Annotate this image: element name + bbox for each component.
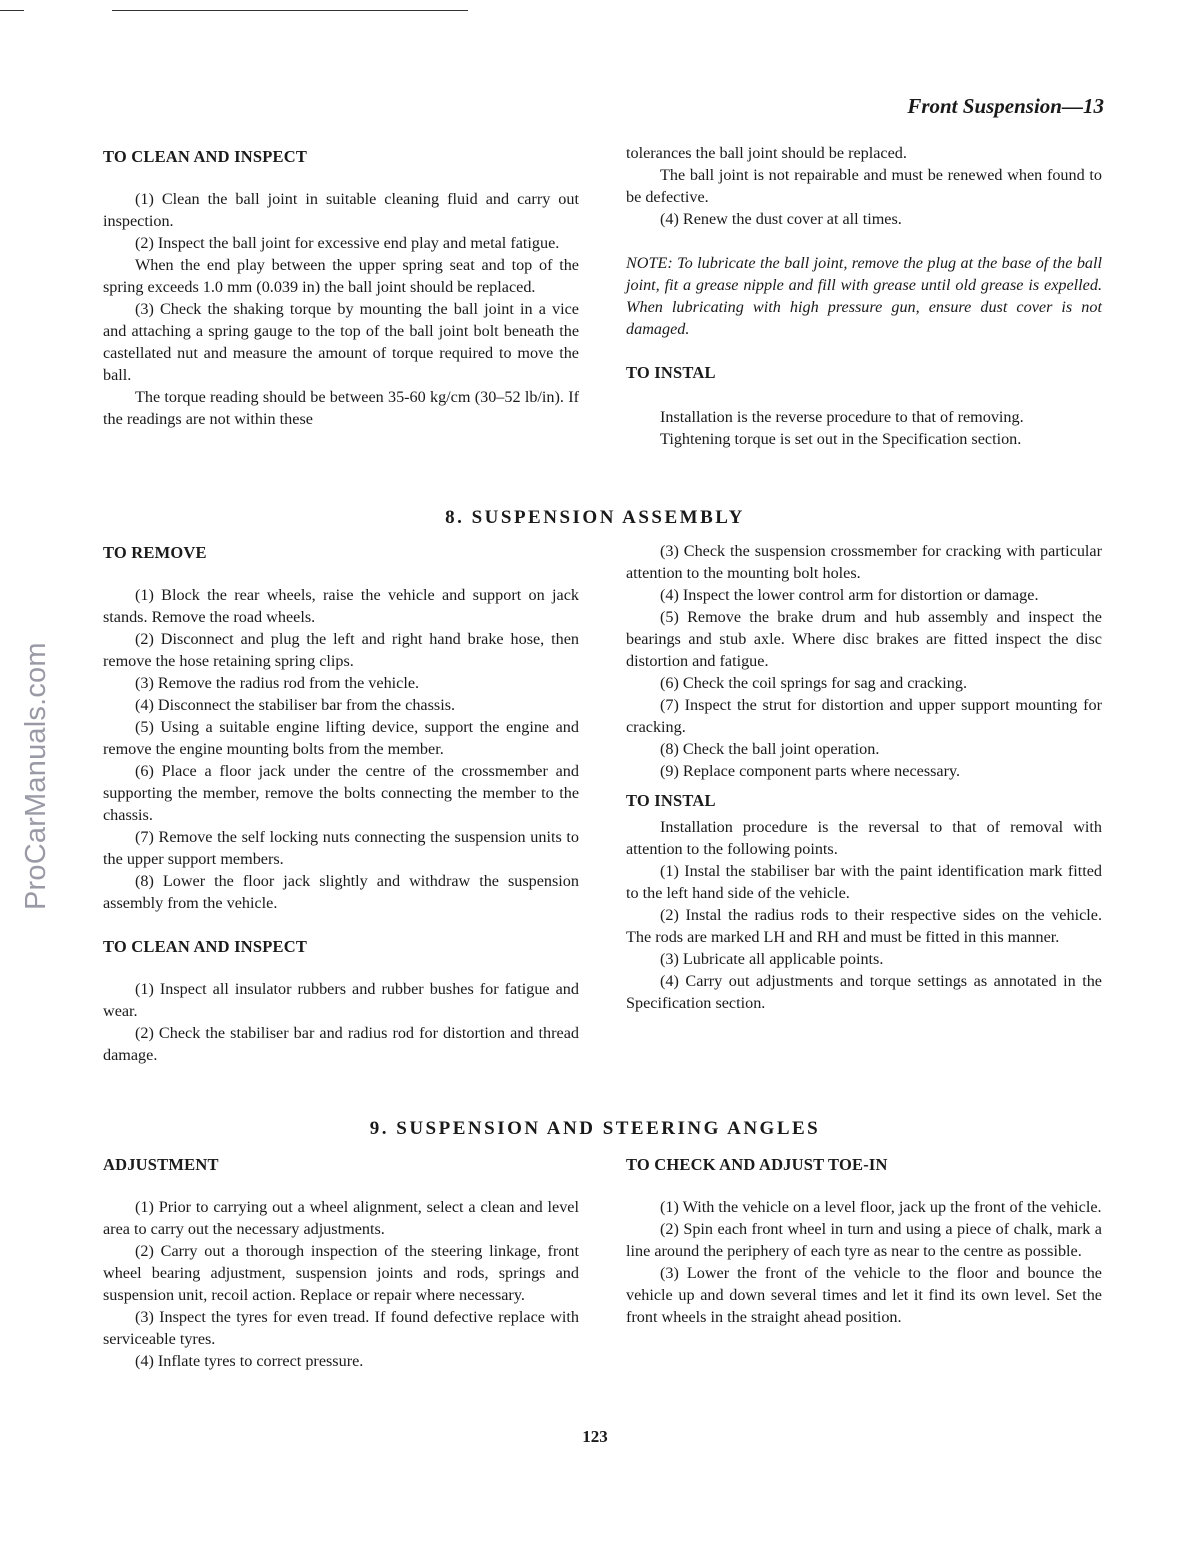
s9-toe-in-heading: TO CHECK AND ADJUST TOE-IN: [626, 1155, 888, 1174]
paragraph: (8) Lower the floor jack slightly and withdraw the suspension assembly from the vehicle.: [103, 872, 579, 912]
section-8-title: 8. SUSPENSION ASSEMBLY: [445, 507, 745, 528]
paragraph: (2) Disconnect and plug the left and right hand brake hose, then remove the hose retaining spring clips.: [103, 630, 579, 670]
s8-right-column: [626, 540, 1102, 1014]
s7-clean-inspect-heading: TO CLEAN AND INSPECT: [103, 147, 308, 166]
top-rule-left: [0, 10, 24, 11]
paragraph: (5) Using a suitable engine lifting device, support the engine and remove the engine mounting bolts from the member.: [103, 718, 579, 758]
paragraph: (2) Spin each front wheel in turn and using a piece of chalk, mark a line around the periphery of each tyre as near to the centre as possible.: [626, 1220, 1102, 1260]
paragraph: (2) Carry out a thorough inspection of the steering linkage, front wheel bearing adjustment, suspension joints and rods, springs and suspension unit, recoil action. Replace or repair where necessary.: [103, 1242, 579, 1304]
s9-adjustment-heading: ADJUSTMENT: [103, 1155, 219, 1174]
top-rule-center: [112, 10, 468, 11]
paragraph: (7) Inspect the strut for distortion and upper support mounting for cracking.: [626, 696, 1102, 736]
paragraph: (7) Remove the self locking nuts connecting the suspension units to the upper support members.: [103, 828, 579, 868]
s7-instal-heading: TO INSTAL: [626, 363, 716, 382]
paragraph: (4) Carry out adjustments and torque settings as annotated in the Specification section.: [626, 972, 1102, 1012]
paragraph: (6) Place a floor jack under the centre of the crossmember and supporting the member, remove the bolts connecting the member to the chassis.: [103, 762, 579, 824]
s8-instal-heading: TO INSTAL: [626, 791, 716, 810]
paragraph: (1) Instal the stabiliser bar with the paint identification mark fitted to the left hand side of the vehicle.: [626, 862, 1102, 902]
paragraph: (1) Block the rear wheels, raise the vehicle and support on jack stands. Remove the road wheels.: [103, 586, 579, 626]
paragraph: (4) Inflate tyres to correct pressure.: [135, 1352, 364, 1370]
paragraph: (5) Remove the brake drum and hub assembly and inspect the bearings and stub axle. Where disc brakes are fitted inspect the disc distortion and fatigue.: [626, 608, 1102, 670]
running-head: Front Suspension—13: [907, 94, 1104, 118]
paragraph: (3) Check the shaking torque by mounting the ball joint in a vice and attaching a spring gauge to the top of the ball joint bolt beneath the castellated nut and measure the amount of torque required to move the ball.: [103, 300, 579, 384]
paragraph: (1) Inspect all insulator rubbers and rubber bushes for fatigue and wear.: [103, 980, 579, 1020]
watermark: ProCarManuals.com: [20, 642, 52, 910]
paragraph: (4) Disconnect the stabiliser bar from the chassis.: [135, 696, 456, 714]
s7-right-column: [626, 142, 1102, 450]
paragraph: (3) Inspect the tyres for even tread. If found defective replace with serviceable tyres.: [103, 1308, 579, 1348]
s8-left-column: [103, 542, 579, 1066]
paragraph: (1) Clean the ball joint in suitable cleaning fluid and carry out inspection.: [103, 190, 579, 230]
lubrication-note: NOTE: To lubricate the ball joint, remove the plug at the base of the ball joint, fit a grease nipple and fill with grease until old grease is expelled. When lubricating with high pressure gun, ensure dust cover is not damaged.: [626, 254, 1102, 338]
paragraph: (3) Remove the radius rod from the vehicle.: [135, 674, 420, 692]
paragraph: Installation procedure is the reversal to that of removal with attention to the following points.: [626, 818, 1102, 858]
paragraph: (9) Replace component parts where necessary.: [660, 762, 961, 780]
paragraph: tolerances the ball joint should be replaced.: [626, 144, 907, 162]
paragraph: (8) Check the ball joint operation.: [660, 740, 880, 758]
section-9-title: 9. SUSPENSION AND STEERING ANGLES: [369, 1118, 821, 1139]
paragraph: (6) Check the coil springs for sag and cracking.: [660, 674, 968, 692]
s8-remove-heading: TO REMOVE: [103, 543, 207, 562]
s9-left-column: [103, 1154, 579, 1372]
paragraph: When the end play between the upper spring seat and top of the spring exceeds 1.0 mm (0.039 in) the ball joint should be replaced.: [103, 256, 579, 296]
paragraph: The ball joint is not repairable and must be renewed when found to be defective.: [626, 166, 1102, 206]
s9-right-column: [626, 1154, 1102, 1328]
paragraph: Tightening torque is set out in the Specification section.: [660, 430, 1022, 448]
paragraph: (4) Renew the dust cover at all times.: [660, 210, 902, 228]
paragraph: (2) Inspect the ball joint for excessive end play and metal fatigue.: [135, 234, 560, 252]
paragraph: (3) Check the suspension crossmember for cracking with particular attention to the mounting bolt holes.: [626, 542, 1102, 582]
paragraph: (3) Lower the front of the vehicle to the floor and bounce the vehicle up and down several times and let it find its own level. Set the front wheels in the straight ahead position.: [626, 1264, 1102, 1326]
paragraph: (3) Lubricate all applicable points.: [660, 950, 884, 968]
paragraph: (2) Instal the radius rods to their respective sides on the vehicle. The rods are marked LH and RH and must be fitted in this manner.: [626, 906, 1102, 946]
paragraph: (1) With the vehicle on a level floor, jack up the front of the vehicle.: [660, 1198, 1102, 1216]
s8-clean-inspect-heading: TO CLEAN AND INSPECT: [103, 937, 308, 956]
paragraph: (2) Check the stabiliser bar and radius rod for distortion and thread damage.: [103, 1024, 579, 1064]
paragraph: The torque reading should be between 35-60 kg/cm (30–52 lb/in). If the readings are not within these: [103, 388, 579, 428]
s7-left-column: [103, 146, 579, 430]
page-number: 123: [582, 1427, 608, 1446]
paragraph: (1) Prior to carrying out a wheel alignment, select a clean and level area to carry out the necessary adjustments.: [103, 1198, 579, 1238]
paragraph: Installation is the reverse procedure to that of removing.: [660, 408, 1024, 426]
paragraph: (4) Inspect the lower control arm for distortion or damage.: [660, 586, 1039, 604]
